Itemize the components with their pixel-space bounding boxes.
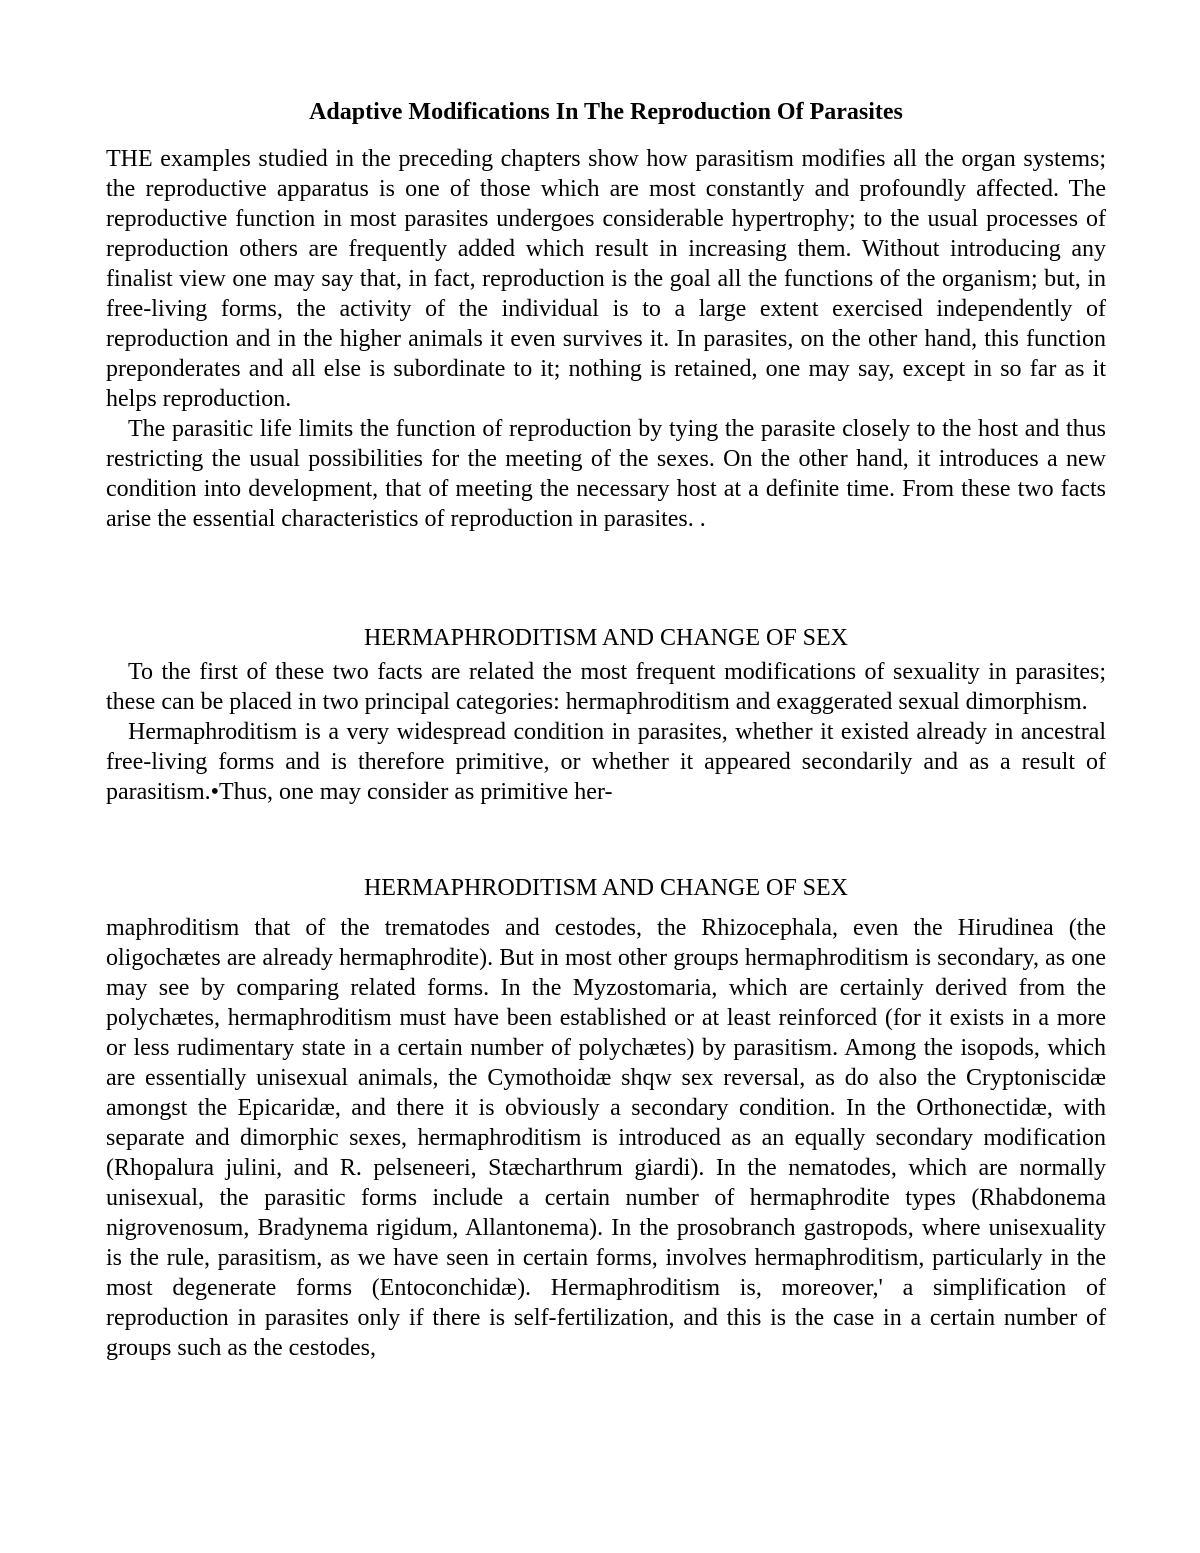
section-heading: HERMAPHRODITISM AND CHANGE OF SEX xyxy=(363,625,849,651)
paragraph: Hermaphroditism is a very widespread condition in parasites, whether it existed already in ancestral free-living forms and is therefore primitive, or whether it appeared secondarily and as a result of parasitism.•Thus, one may consider as primitive her- xyxy=(106,719,1106,805)
section-continuation xyxy=(106,913,1106,1363)
section-intro xyxy=(106,144,1106,534)
paragraph: To the first of these two facts are related the most frequent modifications of sexuality in parasites; these can be placed in two principal categories: hermaphroditism and exaggerated sexual dimorphism. xyxy=(106,659,1106,715)
section-hermaphroditism xyxy=(106,657,1106,807)
paragraph: The parasitic life limits the function of reproduction by tying the parasite closely to the host and thus restricting the usual possibilities for the meeting of the sexes. On the other hand, it introduces a new condition into development, that of meeting the necessary host at a definite time. From these two facts arise the essential characteristics of reproduction in parasites. . xyxy=(106,416,1106,532)
running-heading: HERMAPHRODITISM AND CHANGE OF SEX xyxy=(363,875,849,901)
page-title: Adaptive Modifications In The Reproduction Of Parasites xyxy=(309,99,903,125)
paragraph: THE examples studied in the preceding chapters show how parasitism modifies all the organ systems; the reproductive apparatus is one of those which are most constantly and profoundly affected. The reproductive function in most parasites undergoes considerable hypertrophy; to the usual processes of reproduction others are frequently added which result in increasing them. Without introducing any finalist view one may say that, in fact, reproduction is the goal all the functions of the organism; but, in free-living forms, the activity of the individual is to a large extent exercised independently of reproduction and in the higher animals it even survives it. In parasites, on the other hand, this function preponderates and all else is subordinate to it; nothing is retained, one may say, except in so far as it helps reproduction. xyxy=(106,146,1106,412)
paragraph: maphroditism that of the trematodes and cestodes, the Rhizocephala, even the Hirudinea (the oligochætes are already hermaphrodite). But in most other groups hermaphroditism is secondary, as one may see by comparing related forms. In the Myzostomaria, which are certainly derived from the polychætes, hermaphroditism must have been established or at least reinforced (for it exists in a more or less rudimentary state in a certain number of polychætes) by parasitism. Among the isopods, which are essentially unisexual animals, the Cymothoidæ shqw sex reversal, as do also the Cryptoniscidæ amongst the Epicaridæ, and there it is obviously a secondary condition. In the Orthonectidæ, with separate and dimorphic sexes, hermaphroditism is introduced as an equally secondary modification (Rhopalura julini, and R. pelseneeri, Stæcharthrum giardi). In the nematodes, which are normally unisexual, the parasitic forms include a certain number of hermaphrodite types (Rhabdonema nigrovenosum, Bradynema rigidum, Allantonema). In the prosobranch gastropods, where unisexuality is the rule, parasitism, as we have seen in certain forms, involves hermaphroditism, particularly in the most degenerate forms (Entoconchidæ). Hermaphroditism is, moreover,' a simplification of reproduction in parasites only if there is self-fertilization, and this is the case in a certain number of groups such as the cestodes, xyxy=(106,915,1106,1361)
